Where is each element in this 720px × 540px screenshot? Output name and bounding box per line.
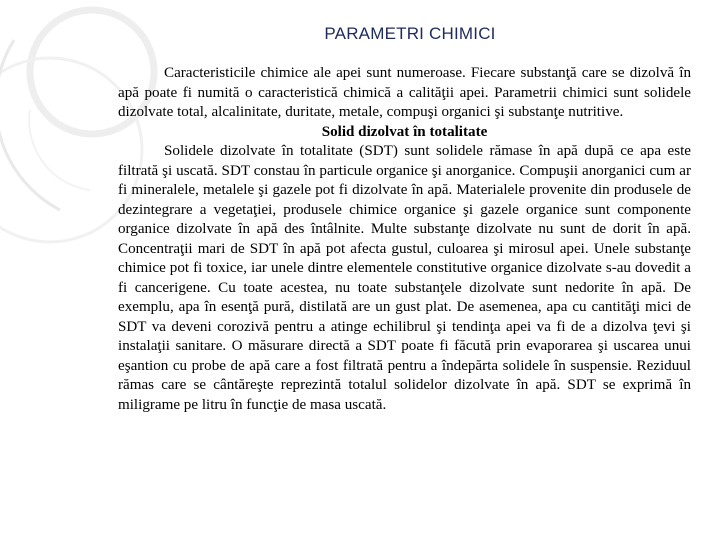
slide-title: PARAMETRI CHIMICI xyxy=(324,24,496,43)
slide-body xyxy=(118,64,691,415)
intro-paragraph: Caracteristicile chimice ale apei sunt numeroase. Fiecare substanţă care se dizolvă în apă poate fi numită o caracteristică chimică a calităţii apei. Parametrii chimici sunt solidele dizolvate total, alcalinitate, duritate, metale, compuşi organici şi substanţe nutritive. xyxy=(118,65,691,120)
body-paragraph: Solidele dizolvate în totalitate (SDT) sunt solidele rămase în apă după ce apa este filtrată şi uscată. SDT constau în particule organice şi anorganice. Compuşii anorganici cum ar fi mineralele, metalele şi gazele pot fi dizolvate în apă. Materialele provenite din produsele de dezintegrare a vegetaţiei, produsele chimice organice şi gazele organice sunt componente organice dizolvate în apă des întâlnite. Multe substanţe dizolvate nu sunt de dorit în apă. Concentraţii mari de SDT în apă pot afecta gustul, culoarea şi mirosul apei. Unele substanţe chimice pot fi toxice, iar unele dintre elementele constitutive organice dizolvate s-au dovedit a fi cancerigene. Cu toate acestea, nu toate substanţele dizolvate sunt nedorite în apă. De exemplu, apa în esenţă pură, distilată are un gust plat. De asemenea, apa cu cantităţi mici de SDT va deveni corozivă pentru a atinge echilibrul şi tendinţa apei va fi de a dizolva ţevi şi instalaţii sanitare. O măsurare directă a SDT poate fi făcută prin evaporarea şi uscarea unui eşantion cu probe de apă care a fost filtrată pentru a îndepărta solidele în suspensie. Reziduul rămas care se cântăreşte reprezintă totalul solidelor dizolvate în apă. SDT se exprimă în miligrame pe litru în funcţie de masa uscată. xyxy=(118,143,691,413)
section-subheading: Solid dizolvat în totalitate xyxy=(321,123,488,140)
